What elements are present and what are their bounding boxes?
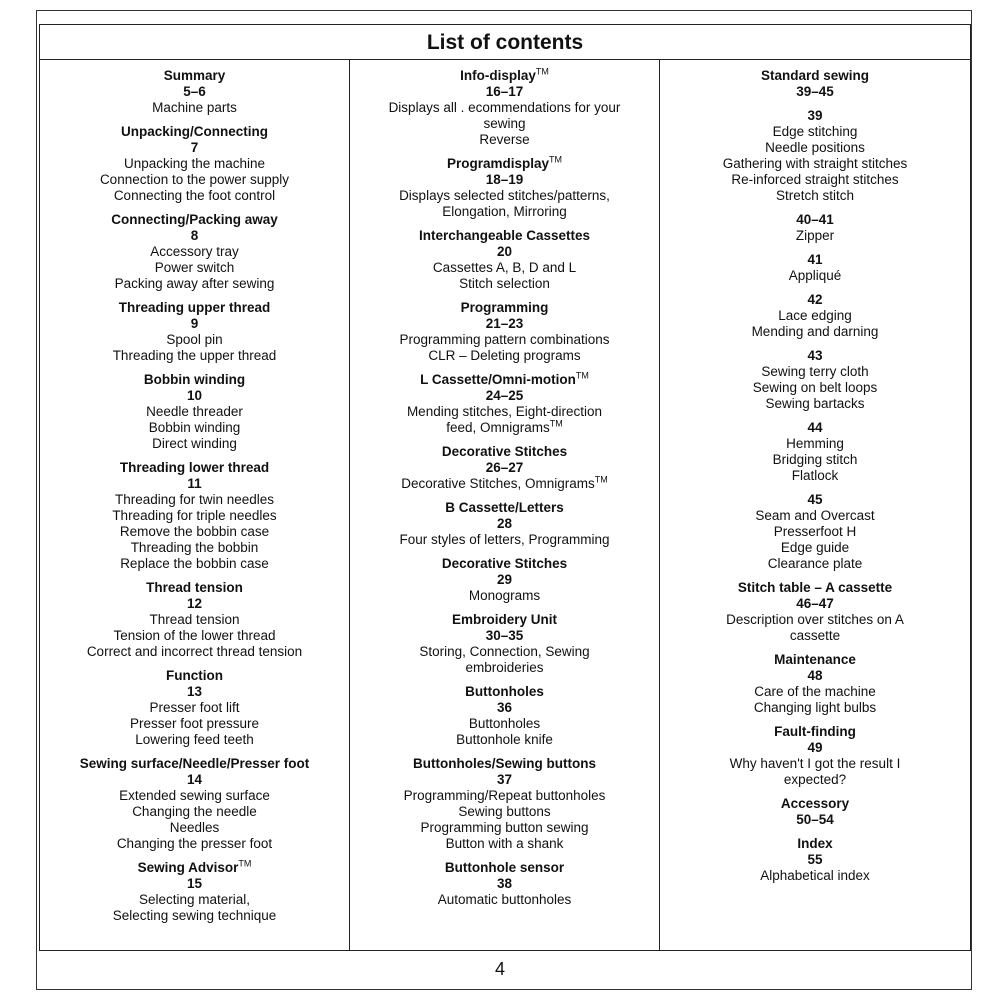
- section-pages: 24–25: [485, 388, 524, 403]
- section-item: Flatlock: [791, 468, 839, 483]
- section-title: Threading lower thread: [119, 460, 270, 475]
- section-pages: 48: [807, 668, 823, 683]
- section-item: Alphabetical index: [760, 868, 870, 883]
- section-item: Description over stitches on A: [726, 612, 904, 627]
- section-item: Changing the needle: [132, 804, 257, 819]
- section-pages: 30–35: [485, 628, 524, 643]
- section-item: Displays selected stitches/patterns,: [399, 188, 610, 203]
- section-item: Re-inforced straight stitches: [731, 172, 899, 187]
- section-pages: 49: [807, 740, 823, 755]
- contents-section: [40, 124, 349, 204]
- contents-section: [350, 684, 659, 748]
- section-item: Correct and incorrect thread tension: [86, 644, 303, 659]
- section-title: Accessory: [780, 796, 850, 811]
- section-pages: 38: [496, 876, 513, 891]
- section-title: Connecting/Packing away: [111, 212, 278, 227]
- contents-section: [40, 668, 349, 748]
- section-title: Info-display™: [460, 66, 549, 83]
- section-item: Buttonholes: [468, 716, 541, 731]
- section-pages: 55: [807, 852, 823, 867]
- section-item: Why haven't I got the result I: [729, 756, 901, 771]
- section-item: Thread tension: [149, 612, 240, 627]
- contents-section: [350, 372, 659, 436]
- section-pages: 45: [807, 492, 823, 507]
- section-item: Changing light bulbs: [753, 700, 877, 715]
- section-item: Hemming: [786, 436, 844, 451]
- contents-box: [39, 24, 971, 951]
- section-item: Decorative Stitches, Omnigrams™: [401, 474, 608, 491]
- section-item: Stretch stitch: [775, 188, 855, 203]
- section-item: Sewing terry cloth: [761, 364, 869, 379]
- section-item: Monograms: [468, 588, 541, 603]
- contents-section: [350, 612, 659, 676]
- contents-section: [40, 300, 349, 364]
- section-item: Direct winding: [152, 436, 237, 451]
- section-pages: 12: [186, 596, 203, 611]
- contents-section: [660, 348, 970, 412]
- section-pages: 8: [190, 228, 199, 243]
- section-item: Remove the bobbin case: [119, 524, 270, 539]
- section-pages: 28: [496, 516, 513, 531]
- section-item: Machine parts: [152, 100, 237, 115]
- section-pages: 29: [496, 572, 513, 587]
- section-title: Decorative Stitches: [441, 444, 568, 459]
- section-item: Buttonhole knife: [456, 732, 553, 747]
- trademark-mark: TM: [549, 418, 563, 429]
- section-item: Needle threader: [146, 404, 243, 419]
- section-item: Programming/Repeat buttonholes: [403, 788, 606, 803]
- section-item: Power switch: [154, 260, 235, 275]
- contents-section: [660, 108, 970, 204]
- section-item: Unpacking the machine: [123, 156, 266, 171]
- section-item: Threading for twin needles: [114, 492, 275, 507]
- section-item: Elongation, Mirroring: [442, 204, 567, 219]
- section-item: Connecting the foot control: [113, 188, 276, 203]
- trademark-mark: TM: [535, 66, 549, 77]
- section-title: Standard sewing: [760, 68, 870, 83]
- contents-section: [40, 756, 349, 852]
- section-item: Cassettes A, B, D and L: [432, 260, 577, 275]
- section-item: Care of the machine: [754, 684, 876, 699]
- section-pages: 14: [186, 772, 203, 787]
- section-item: Reverse: [479, 132, 530, 147]
- section-title: Index: [797, 836, 833, 851]
- section-pages: 40–41: [796, 212, 834, 227]
- contents-column-3: [660, 60, 970, 950]
- section-pages: 39: [807, 108, 823, 123]
- trademark-mark: TM: [594, 474, 608, 485]
- section-item: Mending stitches, Eight-direction: [406, 404, 603, 419]
- section-title: B Cassette/Letters: [445, 500, 564, 515]
- contents-column-2: [350, 60, 660, 950]
- contents-section: [350, 156, 659, 220]
- contents-section: [660, 836, 970, 884]
- section-item: Spool pin: [166, 332, 223, 347]
- contents-section: [660, 252, 970, 284]
- section-item: Edge stitching: [772, 124, 858, 139]
- contents-section: [660, 580, 970, 644]
- trademark-mark: TM: [575, 370, 589, 381]
- section-item: Appliqué: [788, 268, 842, 283]
- section-item: Programming pattern combinations: [399, 332, 610, 347]
- contents-section: [40, 860, 349, 924]
- contents-section: [660, 652, 970, 716]
- contents-section: [40, 460, 349, 572]
- trademark-mark: TM: [549, 154, 563, 165]
- section-title: L Cassette/Omni-motion™: [420, 370, 589, 387]
- section-title: Sewing Advisor™: [137, 858, 252, 875]
- contents-section: [350, 756, 659, 852]
- contents-section: [660, 724, 970, 788]
- section-pages: 9: [190, 316, 199, 331]
- section-item: Threading the bobbin: [130, 540, 259, 555]
- section-item: Lowering feed teeth: [135, 732, 254, 747]
- section-item: Bobbin winding: [148, 420, 241, 435]
- section-item: sewing: [483, 116, 526, 131]
- section-title: Thread tension: [146, 580, 243, 595]
- contents-section: [350, 444, 659, 492]
- section-title: Fault-finding: [774, 724, 856, 739]
- section-title: Bobbin winding: [143, 372, 246, 387]
- section-pages: 7: [190, 140, 199, 155]
- section-item: Presser foot lift: [149, 700, 240, 715]
- section-pages: 16–17: [485, 84, 524, 99]
- section-item: Threading the upper thread: [112, 348, 277, 363]
- section-item: Programming button sewing: [420, 820, 589, 835]
- contents-section: [40, 372, 349, 452]
- section-pages: 20: [496, 244, 513, 259]
- section-item: Sewing buttons: [458, 804, 551, 819]
- section-item: Changing the presser foot: [116, 836, 273, 851]
- section-item: Tension of the lower thread: [113, 628, 276, 643]
- section-title: Embroidery Unit: [451, 612, 557, 627]
- section-item: Needles: [169, 820, 220, 835]
- section-pages: 11: [187, 476, 202, 491]
- contents-section: [660, 420, 970, 484]
- contents-section: [350, 500, 659, 548]
- section-pages: 43: [807, 348, 823, 363]
- section-item: Mending and darning: [751, 324, 879, 339]
- section-item: embroideries: [465, 660, 544, 675]
- contents-section: [40, 580, 349, 660]
- section-pages: 46–47: [796, 596, 834, 611]
- section-title: Buttonhole sensor: [444, 860, 565, 875]
- section-title: Maintenance: [774, 652, 856, 667]
- contents-section: [350, 68, 659, 148]
- section-pages: 10: [186, 388, 203, 403]
- contents-section: [40, 68, 349, 116]
- section-item: Stitch selection: [459, 276, 550, 291]
- section-item: Sewing bartacks: [765, 396, 865, 411]
- section-title: Summary: [163, 68, 226, 83]
- section-title: Function: [166, 668, 223, 683]
- section-pages: 41: [807, 252, 823, 267]
- section-pages: 36: [496, 700, 513, 715]
- section-item: Needle positions: [765, 140, 865, 155]
- section-pages: 42: [807, 292, 823, 307]
- section-item: Displays all . ecommendations for your: [388, 100, 621, 115]
- section-item: CLR – Deleting programs: [428, 348, 581, 363]
- contents-section: [660, 292, 970, 340]
- section-pages: 50–54: [796, 812, 834, 827]
- contents-section: [660, 492, 970, 572]
- section-item: cassette: [789, 628, 841, 643]
- section-item: Connection to the power supply: [99, 172, 290, 187]
- section-item: Automatic buttonholes: [437, 892, 572, 907]
- section-item: Zipper: [795, 228, 835, 243]
- contents-section: [40, 212, 349, 292]
- section-item: Threading for triple needles: [112, 508, 277, 523]
- trademark-mark: TM: [238, 858, 252, 869]
- section-title: Interchangeable Cassettes: [418, 228, 591, 243]
- section-title: Buttonholes/Sewing buttons: [413, 756, 596, 771]
- section-title: Threading upper thread: [118, 300, 271, 315]
- section-pages: 18–19: [485, 172, 524, 187]
- section-title: Programdisplay™: [446, 154, 563, 171]
- section-title: Stitch table – A cassette: [737, 580, 893, 595]
- section-item: Selecting material,: [138, 892, 251, 907]
- section-item: Presser foot pressure: [129, 716, 260, 731]
- section-item: Replace the bobbin case: [120, 556, 269, 571]
- section-item: Seam and Overcast: [755, 508, 875, 523]
- contents-section: [350, 860, 659, 908]
- section-item: Storing, Connection, Sewing: [419, 644, 590, 659]
- section-title: Programming: [460, 300, 549, 315]
- page-number: 4: [494, 959, 505, 979]
- section-item: Packing away after sewing: [114, 276, 275, 291]
- section-title: Decorative Stitches: [441, 556, 568, 571]
- contents-section: [350, 300, 659, 364]
- section-item: Accessory tray: [150, 244, 239, 259]
- section-item: Clearance plate: [767, 556, 863, 571]
- section-pages: 21–23: [485, 316, 524, 331]
- section-item: Bridging stitch: [772, 452, 858, 467]
- section-pages: 37: [496, 772, 513, 787]
- contents-section: [660, 212, 970, 244]
- section-title: Unpacking/Connecting: [120, 124, 268, 139]
- section-pages: 15: [186, 876, 203, 891]
- section-pages: 44: [807, 420, 823, 435]
- section-title: Sewing surface/Needle/Presser foot: [79, 756, 310, 771]
- section-item: expected?: [783, 772, 847, 787]
- section-pages: 13: [186, 684, 203, 699]
- section-item: Edge guide: [780, 540, 850, 555]
- section-item: Lace edging: [778, 308, 852, 323]
- section-item: Extended sewing surface: [119, 788, 270, 803]
- section-pages: 26–27: [485, 460, 524, 475]
- contents-section: [350, 556, 659, 604]
- contents-section: [350, 228, 659, 292]
- section-item: Gathering with straight stitches: [722, 156, 908, 171]
- section-pages: 5–6: [183, 84, 206, 99]
- page-title: List of contents: [40, 25, 970, 60]
- section-item: Four styles of letters, Programming: [399, 532, 610, 547]
- section-item: Selecting sewing technique: [112, 908, 277, 923]
- contents-section: [660, 68, 970, 100]
- section-item: Button with a shank: [445, 836, 564, 851]
- section-pages: 39–45: [796, 84, 834, 99]
- contents-section: [660, 796, 970, 828]
- section-item: Sewing on belt loops: [752, 380, 878, 395]
- section-item: Presserfoot H: [773, 524, 857, 539]
- section-item: feed, Omnigrams™: [446, 418, 563, 435]
- section-title: Buttonholes: [465, 684, 544, 699]
- contents-column-1: [40, 60, 350, 950]
